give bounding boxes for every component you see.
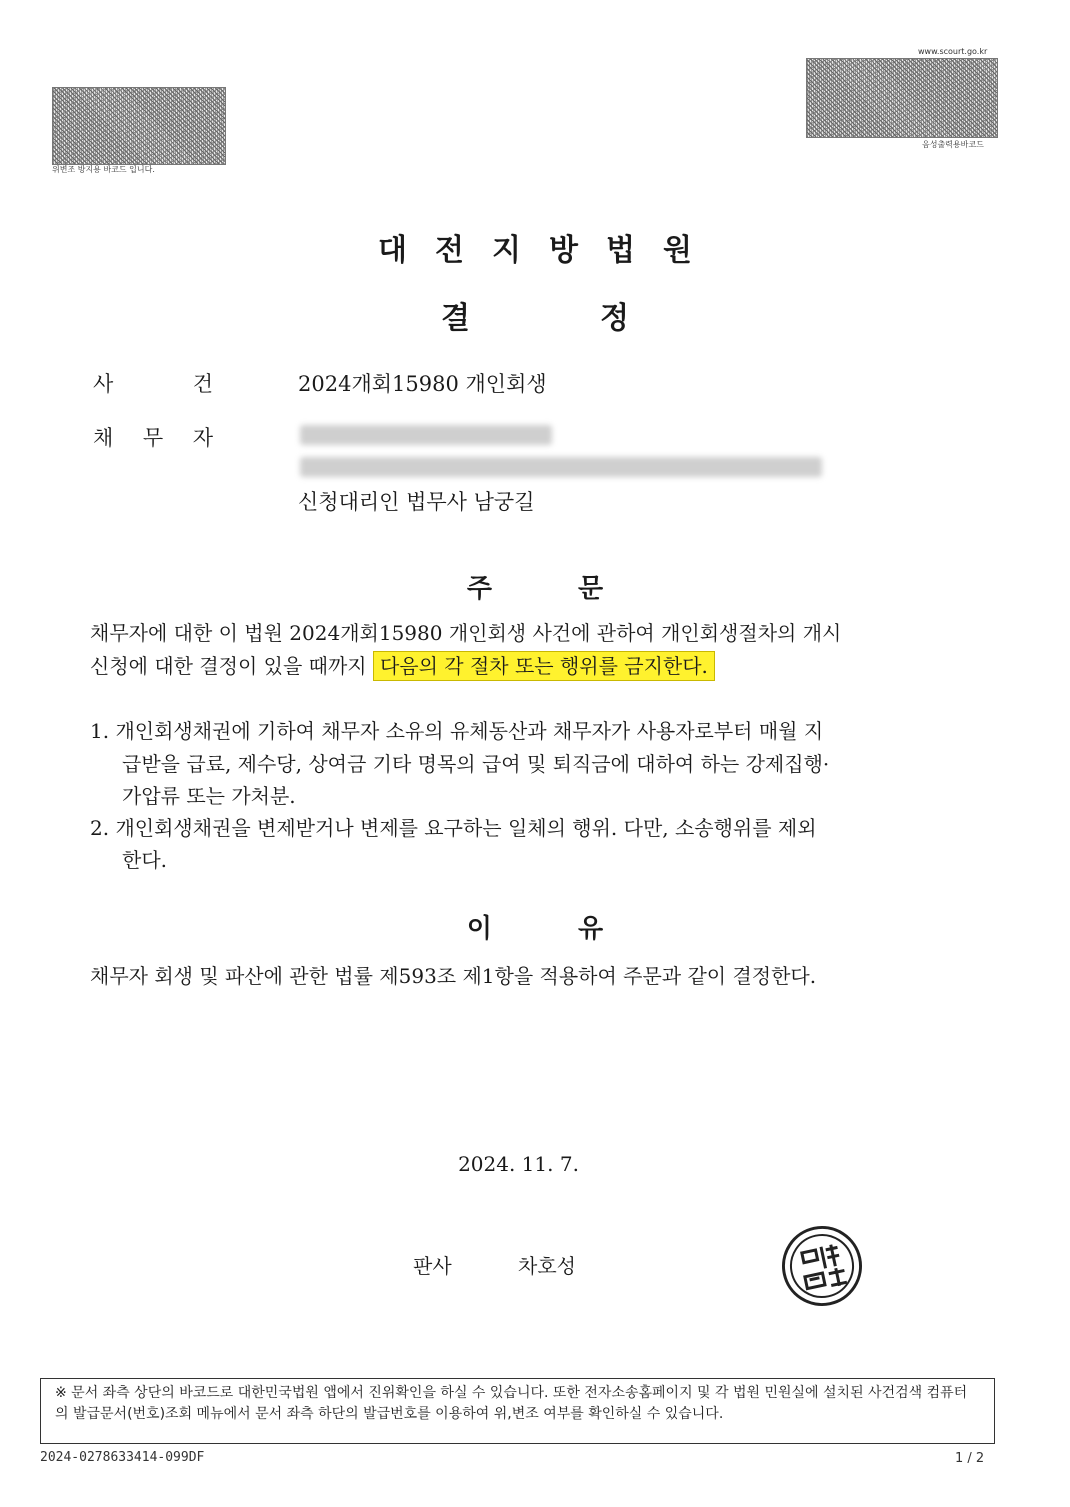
debtor-address-redacted: [300, 457, 822, 477]
applicant-agent: 신청대리인 법무사 남궁길: [298, 490, 535, 514]
reason-text: 채무자 회생 및 파산에 관한 법률 제593조 제1항을 적용하여 주문과 같이 결정한다.: [90, 964, 817, 988]
order-text-line2-plain: 신청에 대한 결정이 있을 때까지: [90, 654, 367, 678]
reason-heading: 이유: [466, 914, 690, 944]
court-name: 대전지방법원: [378, 233, 720, 268]
order-item-1-line1: 1. 개인회생채권에 기하여 채무자 소유의 유체동산과 채무자가 사용자로부터 매월 지: [90, 719, 824, 743]
seal-glyph-icon: [780, 1224, 863, 1307]
judge-title: 판사: [413, 1254, 452, 1278]
anti-forgery-barcode: [52, 87, 226, 165]
document-type: 결정: [441, 301, 759, 336]
decision-date: 2024. 11. 7.: [458, 1152, 579, 1176]
case-number: 2024개회15980 개인회생: [298, 372, 547, 396]
order-item-1-line3: 가압류 또는 가처분.: [122, 784, 296, 808]
order-item-2-line1: 2. 개인회생채권을 변제받거나 변제를 요구하는 일체의 행위. 다만, 소송행위를 제외: [90, 816, 817, 840]
order-text-line2: [90, 650, 715, 682]
judge-name: 차호성: [518, 1254, 576, 1278]
case-label: 사 건: [93, 372, 213, 396]
voice-output-barcode: [806, 58, 998, 138]
order-item-2-line2: 한다.: [122, 848, 167, 872]
voice-output-barcode-caption: 음성출력용바코드: [922, 140, 984, 149]
judge-seal-stamp: [775, 1219, 870, 1314]
debtor-name-redacted: [300, 425, 552, 445]
anti-forgery-barcode-caption: 위변조 방지용 바코드 입니다.: [52, 165, 155, 174]
order-item-1-line2: 급받을 급료, 제수당, 상여금 기타 명목의 급여 및 퇴직금에 대하여 하는 강제집행·: [122, 752, 830, 776]
order-text-line1: 채무자에 대한 이 법원 2024개회15980 개인회생 사건에 관하여 개인회생절차의 개시: [90, 621, 842, 645]
verification-notice: ※ 문서 좌측 상단의 바코드로 대한민국법원 앱에서 진위확인을 하실 수 있습니다. 또한 전자소송홈페이지 및 각 법원 민원실에 설치된 사건검색 컴퓨터의 발급문서(번호)조회 메뉴에서 문서 좌측 하단의 발급번호를 이용하여 위,변조 여부를 확인하실 수 있습니다.: [40, 1378, 995, 1444]
order-highlight: 다음의 각 절차 또는 행위를 금지한다.: [373, 651, 715, 681]
debtor-label: 채 무 자: [93, 426, 213, 450]
issue-number: 2024-0278633414-099DF: [40, 1450, 205, 1465]
page-indicator: 1 / 2: [955, 1451, 985, 1466]
site-url: www.scourt.go.kr: [918, 47, 988, 56]
order-heading: 주문: [466, 574, 690, 604]
